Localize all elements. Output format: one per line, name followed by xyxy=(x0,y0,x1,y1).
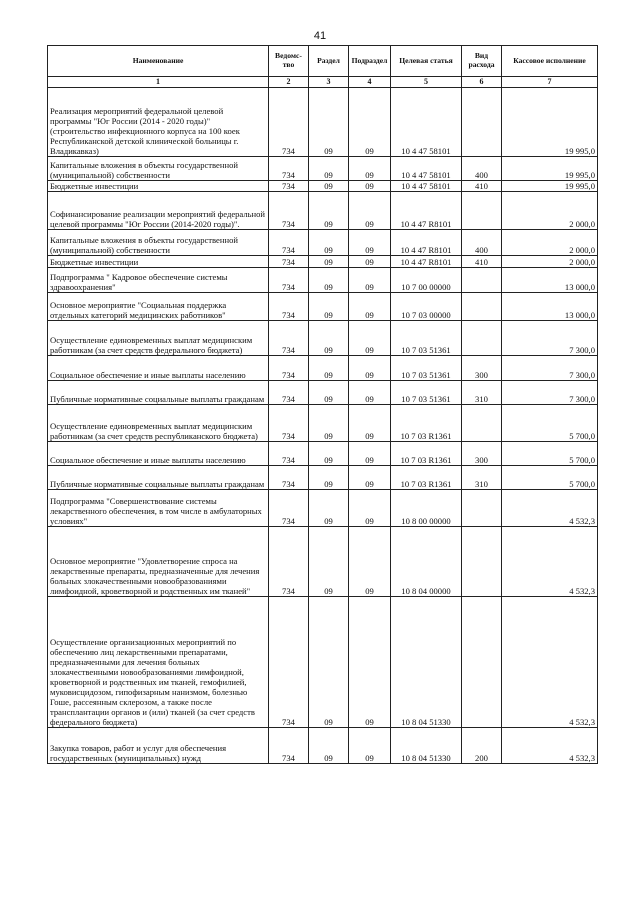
row-podrazdel: 09 xyxy=(349,597,391,728)
row-razdel: 09 xyxy=(309,293,349,321)
column-number: 3 xyxy=(309,77,349,88)
row-podrazdel: 09 xyxy=(349,381,391,405)
row-ved: 734 xyxy=(269,230,309,256)
row-podrazdel: 09 xyxy=(349,356,391,381)
row-name: Публичные нормативные социальные выплаты гражданам xyxy=(48,466,269,490)
row-podrazdel: 09 xyxy=(349,442,391,466)
row-vid: 400 xyxy=(462,230,502,256)
row-podrazdel: 09 xyxy=(349,293,391,321)
header-vid: Вид расхода xyxy=(462,46,502,77)
header-razdel: Раздел xyxy=(309,46,349,77)
row-razdel: 09 xyxy=(309,268,349,293)
row-amount: 4 532,3 xyxy=(502,527,598,597)
row-ved: 734 xyxy=(269,466,309,490)
header-podrazdel: Подраздел xyxy=(349,46,391,77)
row-vid xyxy=(462,268,502,293)
row-celevaya: 10 4 47 58101 xyxy=(391,88,462,157)
row-vid xyxy=(462,88,502,157)
row-amount: 19 995,0 xyxy=(502,157,598,181)
row-amount: 5 700,0 xyxy=(502,442,598,466)
row-name: Социальное обеспечение и иные выплаты населению xyxy=(48,442,269,466)
row-ved: 734 xyxy=(269,321,309,356)
header-name: Наименование xyxy=(48,46,269,77)
row-vid: 310 xyxy=(462,381,502,405)
row-celevaya: 10 7 03 R1361 xyxy=(391,405,462,442)
row-name: Капитальные вложения в объекты государственной (муниципальной) собственности xyxy=(48,230,269,256)
table-body xyxy=(48,88,598,764)
row-razdel: 09 xyxy=(309,256,349,268)
row-celevaya: 10 7 03 R1361 xyxy=(391,442,462,466)
row-celevaya: 10 4 47 58101 xyxy=(391,181,462,192)
row-podrazdel: 09 xyxy=(349,466,391,490)
row-name: Основное мероприятие "Удовлетворение спроса на лекарственные препараты, предназначенные для лечения больных злокачественными новообразованиями лимфоидной, кроветворной и родственных им тканей" xyxy=(48,527,269,597)
row-razdel: 09 xyxy=(309,728,349,764)
row-razdel: 09 xyxy=(309,405,349,442)
row-amount: 4 532,3 xyxy=(502,728,598,764)
table-row xyxy=(48,157,598,181)
column-number: 7 xyxy=(502,77,598,88)
row-amount: 7 300,0 xyxy=(502,321,598,356)
row-razdel: 09 xyxy=(309,466,349,490)
row-celevaya: 10 8 04 51330 xyxy=(391,597,462,728)
row-amount: 19 995,0 xyxy=(502,181,598,192)
row-ved: 734 xyxy=(269,405,309,442)
row-name: Реализация мероприятий федеральной целевой программы "Юг России (2014 - 2020 годы)" (строительство инфекционного корпуса на 100 коек Республиканской детской клинической больницы г. Владикавказ) xyxy=(48,88,269,157)
column-number: 2 xyxy=(269,77,309,88)
row-ved: 734 xyxy=(269,490,309,527)
table-row xyxy=(48,321,598,356)
row-razdel: 09 xyxy=(309,321,349,356)
row-vid: 300 xyxy=(462,356,502,381)
row-celevaya: 10 4 47 58101 xyxy=(391,157,462,181)
row-vid xyxy=(462,490,502,527)
row-name: Социальное обеспечение и иные выплаты населению xyxy=(48,356,269,381)
row-podrazdel: 09 xyxy=(349,157,391,181)
column-number: 4 xyxy=(349,77,391,88)
row-podrazdel: 09 xyxy=(349,256,391,268)
row-podrazdel: 09 xyxy=(349,527,391,597)
row-name: Капитальные вложения в объекты государственной (муниципальной) собственности xyxy=(48,157,269,181)
row-celevaya: 10 4 47 R8101 xyxy=(391,230,462,256)
row-amount: 19 995,0 xyxy=(502,88,598,157)
table-row xyxy=(48,527,598,597)
row-amount: 2 000,0 xyxy=(502,192,598,230)
row-ved: 734 xyxy=(269,527,309,597)
table-row xyxy=(48,466,598,490)
row-razdel: 09 xyxy=(309,88,349,157)
row-ved: 734 xyxy=(269,597,309,728)
row-vid xyxy=(462,293,502,321)
row-razdel: 09 xyxy=(309,490,349,527)
row-vid: 310 xyxy=(462,466,502,490)
row-razdel: 09 xyxy=(309,527,349,597)
row-name: Закупка товаров, работ и услуг для обеспечения государственных (муниципальных) нужд xyxy=(48,728,269,764)
row-razdel: 09 xyxy=(309,192,349,230)
table-row xyxy=(48,230,598,256)
row-amount: 7 300,0 xyxy=(502,356,598,381)
table-row xyxy=(48,490,598,527)
row-celevaya: 10 7 03 51361 xyxy=(391,321,462,356)
row-celevaya: 10 4 47 R8101 xyxy=(391,256,462,268)
row-name: Подпрограмма " Кадровое обеспечение системы здравоохранения" xyxy=(48,268,269,293)
row-ved: 734 xyxy=(269,356,309,381)
row-name: Осуществление организационных мероприятий по обеспечению лиц лекарственными препаратами, предназначенными для лечения больных злокачественными новообразованиями лимфоидной, кроветворной и родственных им тканей, гемофилией, муковисцидозом, гипофизарным нанизмом, болезнью Гоше, рассеянным склерозом, а также после трансплантации органов и (или) тканей (за счет средств федерального бюджета) xyxy=(48,597,269,728)
row-celevaya: 10 7 03 51361 xyxy=(391,356,462,381)
row-amount: 5 700,0 xyxy=(502,466,598,490)
column-number: 1 xyxy=(48,77,269,88)
row-vid xyxy=(462,527,502,597)
row-name: Основное мероприятие "Социальная поддержка отдельных категорий медицинских работников" xyxy=(48,293,269,321)
row-ved: 734 xyxy=(269,268,309,293)
row-podrazdel: 09 xyxy=(349,230,391,256)
row-celevaya: 10 8 04 51330 xyxy=(391,728,462,764)
row-razdel: 09 xyxy=(309,381,349,405)
column-number: 6 xyxy=(462,77,502,88)
table-row xyxy=(48,356,598,381)
row-vid xyxy=(462,597,502,728)
table-header-row xyxy=(48,46,598,77)
row-razdel: 09 xyxy=(309,597,349,728)
row-podrazdel: 09 xyxy=(349,181,391,192)
row-podrazdel: 09 xyxy=(349,321,391,356)
table-row xyxy=(48,597,598,728)
row-name: Осуществление единовременных выплат медицинским работникам (за счет средств федерального бюджета) xyxy=(48,321,269,356)
row-name: Бюджетные инвестиции xyxy=(48,181,269,192)
row-celevaya: 10 8 04 00000 xyxy=(391,527,462,597)
column-number: 5 xyxy=(391,77,462,88)
row-vid xyxy=(462,405,502,442)
row-ved: 734 xyxy=(269,381,309,405)
row-ved: 734 xyxy=(269,728,309,764)
row-amount: 4 532,3 xyxy=(502,597,598,728)
row-amount: 13 000,0 xyxy=(502,293,598,321)
table-row xyxy=(48,442,598,466)
row-amount: 7 300,0 xyxy=(502,381,598,405)
row-ved: 734 xyxy=(269,442,309,466)
row-ved: 734 xyxy=(269,293,309,321)
row-celevaya: 10 7 03 51361 xyxy=(391,381,462,405)
table-row xyxy=(48,405,598,442)
row-ved: 734 xyxy=(269,181,309,192)
row-vid: 200 xyxy=(462,728,502,764)
row-amount: 4 532,3 xyxy=(502,490,598,527)
row-vid: 410 xyxy=(462,181,502,192)
row-vid xyxy=(462,192,502,230)
budget-execution-table xyxy=(47,45,598,764)
row-name: Осуществление единовременных выплат медицинским работникам (за счет средств республиканского бюджета) xyxy=(48,405,269,442)
row-celevaya: 10 7 03 00000 xyxy=(391,293,462,321)
row-podrazdel: 09 xyxy=(349,268,391,293)
row-podrazdel: 09 xyxy=(349,405,391,442)
row-name: Подпрограмма "Совершенствование системы лекарственного обеспечения, в том числе в амбулаторных условиях" xyxy=(48,490,269,527)
table-row xyxy=(48,88,598,157)
row-vid: 400 xyxy=(462,157,502,181)
row-razdel: 09 xyxy=(309,356,349,381)
row-razdel: 09 xyxy=(309,157,349,181)
row-podrazdel: 09 xyxy=(349,728,391,764)
row-amount: 2 000,0 xyxy=(502,256,598,268)
table-row xyxy=(48,181,598,192)
row-name: Бюджетные инвестиции xyxy=(48,256,269,268)
header-amount: Кассовое исполнение xyxy=(502,46,598,77)
row-ved: 734 xyxy=(269,192,309,230)
row-amount: 2 000,0 xyxy=(502,230,598,256)
row-podrazdel: 09 xyxy=(349,88,391,157)
row-name: Публичные нормативные социальные выплаты гражданам xyxy=(48,381,269,405)
table-row xyxy=(48,381,598,405)
row-razdel: 09 xyxy=(309,230,349,256)
row-celevaya: 10 7 00 00000 xyxy=(391,268,462,293)
column-number-row xyxy=(48,77,598,88)
page-number: 41 xyxy=(313,30,327,42)
table-row xyxy=(48,192,598,230)
row-vid: 300 xyxy=(462,442,502,466)
row-amount: 5 700,0 xyxy=(502,405,598,442)
header-ved: Ведомс-тво xyxy=(269,46,309,77)
row-vid xyxy=(462,321,502,356)
row-ved: 734 xyxy=(269,88,309,157)
row-vid: 410 xyxy=(462,256,502,268)
row-celevaya: 10 4 47 R8101 xyxy=(391,192,462,230)
row-celevaya: 10 7 03 R1361 xyxy=(391,466,462,490)
row-razdel: 09 xyxy=(309,442,349,466)
table-row xyxy=(48,293,598,321)
row-ved: 734 xyxy=(269,256,309,268)
table-row xyxy=(48,256,598,268)
row-name: Софинансирование реализации мероприятий федеральной целевой программы "Юг России (2014-2020 годы)". xyxy=(48,192,269,230)
row-podrazdel: 09 xyxy=(349,192,391,230)
row-podrazdel: 09 xyxy=(349,490,391,527)
row-razdel: 09 xyxy=(309,181,349,192)
header-celevaya: Целевая статья xyxy=(391,46,462,77)
row-amount: 13 000,0 xyxy=(502,268,598,293)
table-row xyxy=(48,268,598,293)
row-ved: 734 xyxy=(269,157,309,181)
table-row xyxy=(48,728,598,764)
row-celevaya: 10 8 00 00000 xyxy=(391,490,462,527)
